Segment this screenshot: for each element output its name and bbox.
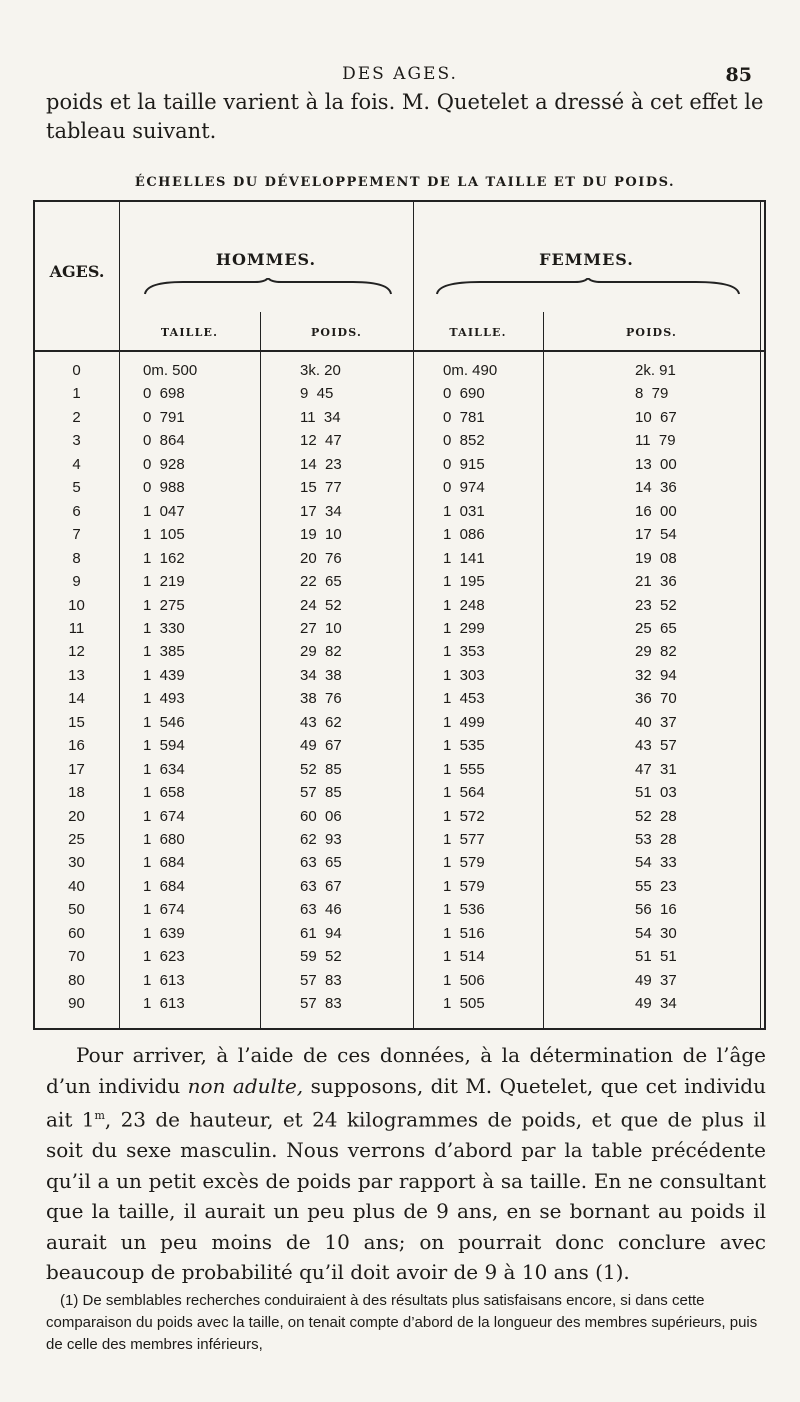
men-weight-cell: 62 93: [300, 831, 342, 848]
women-weight-cell: 54 33: [635, 854, 677, 872]
women-height-cell: 1 353: [443, 643, 485, 661]
women-weight-cell: 13 00: [635, 455, 677, 473]
table-row: [35, 597, 764, 620]
age-cell: 70: [68, 948, 85, 966]
page-number: 85: [725, 64, 752, 86]
men-weight-cell: 57 83: [300, 971, 342, 989]
table-row: [35, 456, 764, 479]
paragraph-text: , 23 de hauteur, et 24 kilogrammes de poids, et que de plus il soit du sexe masculin. Nous verrons d’abord par la table précédente qu’il a un petit excès de poids par rapport à sa taille. En ne consultant que la taille, il aurait un peu plus de 9 ans, en se bornant au poids il aurait un peu moins de 10 ans; on pourrait donc conclure avec beaucoup de probabilité qu’il doit avoir de 9 à 10 ans (1).: [46, 1107, 766, 1285]
women-brace: [435, 278, 741, 296]
table-row: [35, 761, 764, 784]
table-row: [35, 432, 764, 455]
men-height-cell: 0 988: [143, 479, 185, 497]
footnote-text: (1) De semblables recherches conduiraient à des résultats plus satisfaisans encore, si dans cette comparaison du poids avec la taille, on tenait compte d’abord de la longueur des membres supérieurs, puis de celle des membres inférieurs,: [46, 1292, 758, 1353]
age-cell: 13: [68, 666, 85, 684]
women-height-cell: 1 248: [443, 596, 485, 614]
men-weight-cell: 57 83: [300, 995, 342, 1013]
men-height-cell: 1 674: [143, 807, 185, 825]
women-weight-cell: 17 54: [635, 526, 677, 544]
women-weight-cell: 52 28: [635, 807, 677, 825]
running-title: DES AGES.: [342, 64, 458, 84]
table-row: [35, 526, 764, 549]
women-height-cell: 1 535: [443, 737, 485, 755]
women-weight-cell: 8 79: [635, 385, 669, 403]
men-weight-cell: 61 94: [300, 924, 342, 942]
men-height-cell: 1 493: [143, 690, 185, 708]
women-height-cell: 1 299: [443, 619, 485, 637]
intro-text: poids et la taille varient à la fois. M. Quetelet a dressé à cet effet le tableau suivant.: [46, 90, 764, 143]
age-cell: 60: [68, 924, 85, 942]
men-height-cell: 1 658: [143, 784, 185, 802]
ages-header: AGES.: [49, 262, 105, 281]
table-row: [35, 925, 764, 948]
men-weight-cell: 12 47: [300, 432, 342, 450]
men-weight-cell: 57 85: [300, 784, 342, 802]
table-row: [35, 737, 764, 760]
table-row: [35, 503, 764, 526]
women-header: FEMMES.: [539, 250, 634, 269]
table-row: [35, 948, 764, 971]
women-height-cell: 0 915: [443, 455, 485, 473]
table-row: [35, 620, 764, 643]
men-height-cell: 1 674: [143, 901, 185, 919]
women-height-cell: 1 555: [443, 760, 485, 778]
women-weight-cell: 54 30: [635, 924, 677, 942]
men-height-cell: 0 698: [143, 385, 185, 403]
men-weight-cell: 63 65: [300, 854, 342, 872]
age-cell: 12: [68, 643, 85, 661]
women-height-cell: 1 141: [443, 549, 485, 567]
table-row: [35, 854, 764, 877]
table-row: [35, 573, 764, 596]
men-height-header: TAILLE.: [160, 326, 219, 339]
women-height-cell: 1 516: [443, 924, 485, 942]
age-cell: 6: [72, 502, 81, 520]
paragraph-superscript: m: [94, 1109, 105, 1122]
men-weight-cell: 24 52: [300, 596, 342, 614]
age-cell: 11: [68, 619, 85, 637]
men-weight-cell: 11 34: [300, 408, 341, 426]
men-weight-cell: 52 85: [300, 760, 342, 778]
men-weight-cell: 59 52: [300, 948, 342, 966]
age-cell: 30: [68, 854, 85, 872]
women-weight-cell: 14 36: [635, 479, 677, 497]
table-row: [35, 690, 764, 713]
table-row: [35, 831, 764, 854]
women-height-header: TAILLE.: [449, 326, 507, 339]
women-weight-cell: 51 51: [635, 948, 677, 966]
women-weight-cell: 16 00: [635, 502, 677, 520]
table-title: ÉCHELLES DU DÉVELOPPEMENT DE LA TAILLE ET DU POIDS.: [134, 175, 676, 190]
men-height-cell: 1 330: [143, 619, 185, 637]
men-weight-cell: 27 10: [300, 619, 342, 637]
women-height-cell: 1 505: [443, 995, 485, 1013]
men-height-cell: 1 439: [143, 666, 185, 684]
table-row: [35, 385, 764, 408]
men-height-cell: 1 613: [143, 995, 185, 1013]
age-cell: 8: [72, 549, 81, 567]
women-height-cell: 1 499: [443, 713, 485, 731]
men-height-cell: 0 791: [143, 408, 185, 426]
table-row: [35, 714, 764, 737]
paragraph-text: Pour arriver, à l’aide de ces données, à la détermination de l’âge d’un individu: [46, 1043, 766, 1098]
age-cell: 20: [68, 807, 85, 825]
women-weight-cell: 47 31: [635, 760, 677, 778]
women-weight-cell: 23 52: [635, 596, 677, 614]
women-height-cell: 1 536: [443, 901, 485, 919]
women-height-cell: 1 506: [443, 971, 485, 989]
table-row: [35, 972, 764, 995]
men-height-cell: 1 684: [143, 877, 185, 895]
age-cell: 7: [72, 526, 81, 544]
age-cell: 40: [68, 877, 85, 895]
men-header: HOMMES.: [215, 250, 317, 269]
table-row: [35, 784, 764, 807]
table-row: [35, 409, 764, 432]
women-weight-cell: 49 34: [635, 995, 677, 1013]
women-height-cell: 1 031: [443, 502, 485, 520]
age-cell: 18: [68, 784, 85, 802]
men-height-cell: 1 385: [143, 643, 185, 661]
age-cell: 2: [72, 408, 81, 426]
men-height-cell: 1 684: [143, 854, 185, 872]
men-height-cell: 0 864: [143, 432, 185, 450]
men-weight-cell: 9 45: [300, 385, 334, 403]
women-weight-cell: 21 36: [635, 573, 677, 591]
age-cell: 5: [72, 479, 81, 497]
men-weight-cell: 19 10: [300, 526, 342, 544]
age-cell: 1: [72, 385, 81, 403]
women-weight-cell: 51 03: [635, 784, 677, 802]
men-height-cell: 1 105: [143, 526, 185, 544]
women-weight-cell: 29 82: [635, 643, 677, 661]
men-weight-cell: 20 76: [300, 549, 342, 567]
women-weight-cell: 25 65: [635, 619, 677, 637]
age-cell: 50: [68, 901, 85, 919]
men-weight-cell: 63 46: [300, 901, 342, 919]
age-cell: 14: [68, 690, 85, 708]
women-height-cell: 1 453: [443, 690, 485, 708]
table-row: [35, 643, 764, 666]
men-height-cell: 1 680: [143, 831, 185, 848]
women-weight-cell: 40 37: [635, 713, 677, 731]
table-row: [35, 808, 764, 831]
age-cell: 4: [72, 455, 81, 473]
men-weight-cell: 22 65: [300, 573, 342, 591]
men-weight-cell: 34 38: [300, 666, 342, 684]
table-row: [35, 901, 764, 924]
women-height-cell: 0 690: [443, 385, 485, 403]
data-table: [33, 200, 766, 1030]
men-height-cell: 1 047: [143, 502, 185, 520]
men-weight-cell: 49 67: [300, 737, 342, 755]
women-height-cell: 0 781: [443, 408, 485, 426]
women-height-cell: 0m. 490: [443, 362, 498, 379]
men-height-cell: 0m. 500: [143, 362, 198, 379]
women-height-cell: 1 579: [443, 877, 485, 895]
women-height-cell: 0 974: [443, 479, 485, 497]
age-cell: 0: [72, 362, 81, 379]
women-height-cell: 1 579: [443, 854, 485, 872]
table-row: [35, 667, 764, 690]
men-height-cell: 1 594: [143, 737, 185, 755]
women-weight-cell: 49 37: [635, 971, 677, 989]
women-weight-cell: 56 16: [635, 901, 677, 919]
age-cell: 25: [68, 831, 85, 848]
men-weight-cell: 15 77: [300, 479, 342, 497]
women-weight-cell: 55 23: [635, 877, 677, 895]
women-weight-cell: 2k. 91: [635, 362, 676, 379]
age-cell: 17: [68, 760, 85, 778]
table-row: [35, 550, 764, 573]
men-height-cell: 1 219: [143, 573, 185, 591]
age-cell: 15: [68, 713, 85, 731]
table-row: [35, 362, 764, 385]
paragraph-text: supposons, dit M. Quetelet, que cet individu ait 1: [46, 1073, 766, 1132]
age-cell: 90: [68, 995, 85, 1013]
men-height-cell: 1 162: [143, 549, 185, 567]
men-weight-cell: 38 76: [300, 690, 342, 708]
men-weight-cell: 14 23: [300, 455, 342, 473]
table-row: [35, 995, 764, 1018]
men-weight-cell: 3k. 20: [300, 362, 341, 379]
women-weight-cell: 19 08: [635, 549, 677, 567]
women-weight-cell: 43 57: [635, 737, 677, 755]
women-height-cell: 0 852: [443, 432, 485, 450]
men-height-cell: 1 639: [143, 924, 185, 942]
age-cell: 9: [72, 573, 81, 591]
women-weight-cell: 53 28: [635, 831, 677, 848]
men-weight-cell: 60 06: [300, 807, 342, 825]
age-cell: 10: [68, 596, 85, 614]
men-height-cell: 0 928: [143, 455, 185, 473]
men-weight-cell: 17 34: [300, 502, 342, 520]
women-height-cell: 1 577: [443, 831, 485, 848]
women-weight-header: POIDS.: [625, 326, 678, 339]
men-weight-cell: 43 62: [300, 713, 342, 731]
men-height-cell: 1 546: [143, 713, 185, 731]
women-height-cell: 1 564: [443, 784, 485, 802]
men-weight-cell: 29 82: [300, 643, 342, 661]
age-cell: 80: [68, 971, 85, 989]
men-height-cell: 1 613: [143, 971, 185, 989]
table-row: [35, 479, 764, 502]
men-weight-header: POIDS.: [310, 326, 363, 339]
footnote: [46, 1290, 768, 1356]
women-weight-cell: 11 79: [635, 432, 676, 450]
women-weight-cell: 36 70: [635, 690, 677, 708]
header-rule: [35, 350, 764, 352]
men-height-cell: 1 275: [143, 596, 185, 614]
men-brace: [143, 278, 393, 296]
women-weight-cell: 10 67: [635, 408, 677, 426]
body-paragraph: [46, 1040, 766, 1288]
men-height-cell: 1 623: [143, 948, 185, 966]
women-height-cell: 1 086: [443, 526, 485, 544]
women-height-cell: 1 195: [443, 573, 485, 591]
table-row: [35, 878, 764, 901]
age-cell: 3: [72, 432, 81, 450]
women-height-cell: 1 572: [443, 807, 485, 825]
women-height-cell: 1 303: [443, 666, 485, 684]
men-weight-cell: 63 67: [300, 877, 342, 895]
paragraph-emphasis: non adulte,: [187, 1073, 304, 1098]
age-cell: 16: [68, 737, 85, 755]
men-height-cell: 1 634: [143, 760, 185, 778]
women-weight-cell: 32 94: [635, 666, 677, 684]
women-height-cell: 1 514: [443, 948, 485, 966]
